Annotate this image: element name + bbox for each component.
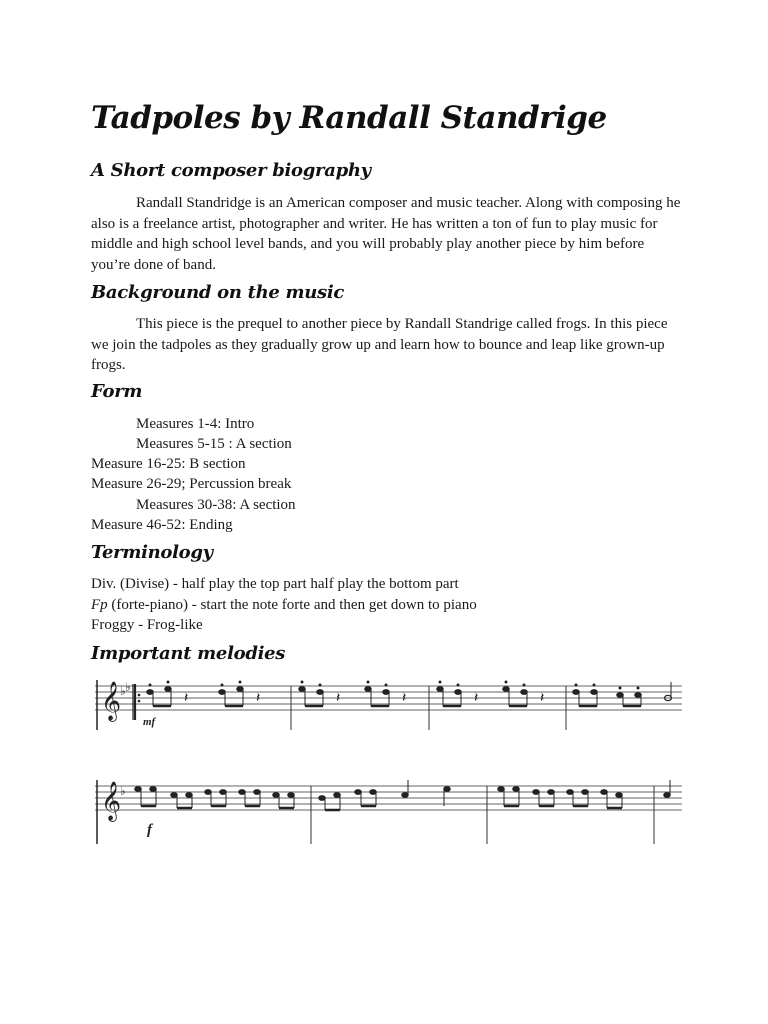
form-line: Measures 1-4: Intro: [136, 416, 255, 432]
term-fp-abbrev: Fp: [91, 597, 108, 613]
svg-text:𝄽: 𝄽: [184, 690, 189, 706]
bio-heading: A Short composer biography: [91, 160, 371, 181]
staff-2-dynamic: f: [147, 822, 152, 838]
background-heading: Background on the music: [91, 282, 345, 303]
svg-text:𝄽: 𝄽: [336, 690, 341, 706]
melody-staff-2: [95, 776, 685, 846]
background-paragraph: This piece is the prequel to another piece by Randall Standrige called frogs. In this piece we join the tadpoles as they gradually grow up and learn how to bounce and leap like grown-up frogs.: [91, 316, 668, 373]
treble-clef-icon: 𝄞: [101, 781, 122, 821]
term-forte-piano: [91, 595, 477, 615]
form-line: Measure 46-52: Ending: [91, 517, 233, 533]
melody-staff-1: [95, 676, 685, 736]
bio-paragraph: Randall Standridge is an American composer and music teacher. Along with composing he also is a freelance artist, photographer and writer. He has written a ton of fun to play music for middle and high school level bands, and you will probably play another piece by him before you’re done of band.: [91, 195, 681, 273]
flat-icon: ♭: [120, 684, 126, 698]
page-title: Tadpoles by Randall Standrige: [91, 100, 607, 136]
svg-text:𝄽: 𝄽: [540, 690, 545, 706]
form-line: Measure 26-29; Percussion break: [91, 476, 292, 492]
svg-text:𝄽: 𝄽: [256, 690, 261, 706]
treble-clef-icon: 𝄞: [101, 681, 122, 721]
form-line: Measures 30-38: A section: [136, 497, 296, 513]
staff-1-dynamic: mf: [143, 716, 156, 728]
flat-icon: ♭: [125, 680, 131, 694]
flat-icon: ♭: [120, 784, 126, 798]
staff-2-notes: [135, 780, 671, 810]
form-heading: Form: [91, 381, 143, 402]
term-divise: Div. (Divise) - half play the top part half play the bottom part: [91, 576, 459, 592]
form-line: Measures 5-15 : A section: [136, 436, 292, 452]
form-line: Measure 16-25: B section: [91, 456, 246, 472]
svg-text:𝄽: 𝄽: [402, 690, 407, 706]
svg-text:𝄽: 𝄽: [474, 690, 479, 706]
staff-1-notes: [147, 681, 672, 706]
melodies-heading: Important melodies: [91, 643, 286, 664]
term-fp-definition: (forte-piano) - start the note forte and then get down to piano: [107, 597, 477, 613]
terminology-heading: Terminology: [91, 542, 213, 563]
term-froggy: Froggy - Frog-like: [91, 617, 203, 633]
